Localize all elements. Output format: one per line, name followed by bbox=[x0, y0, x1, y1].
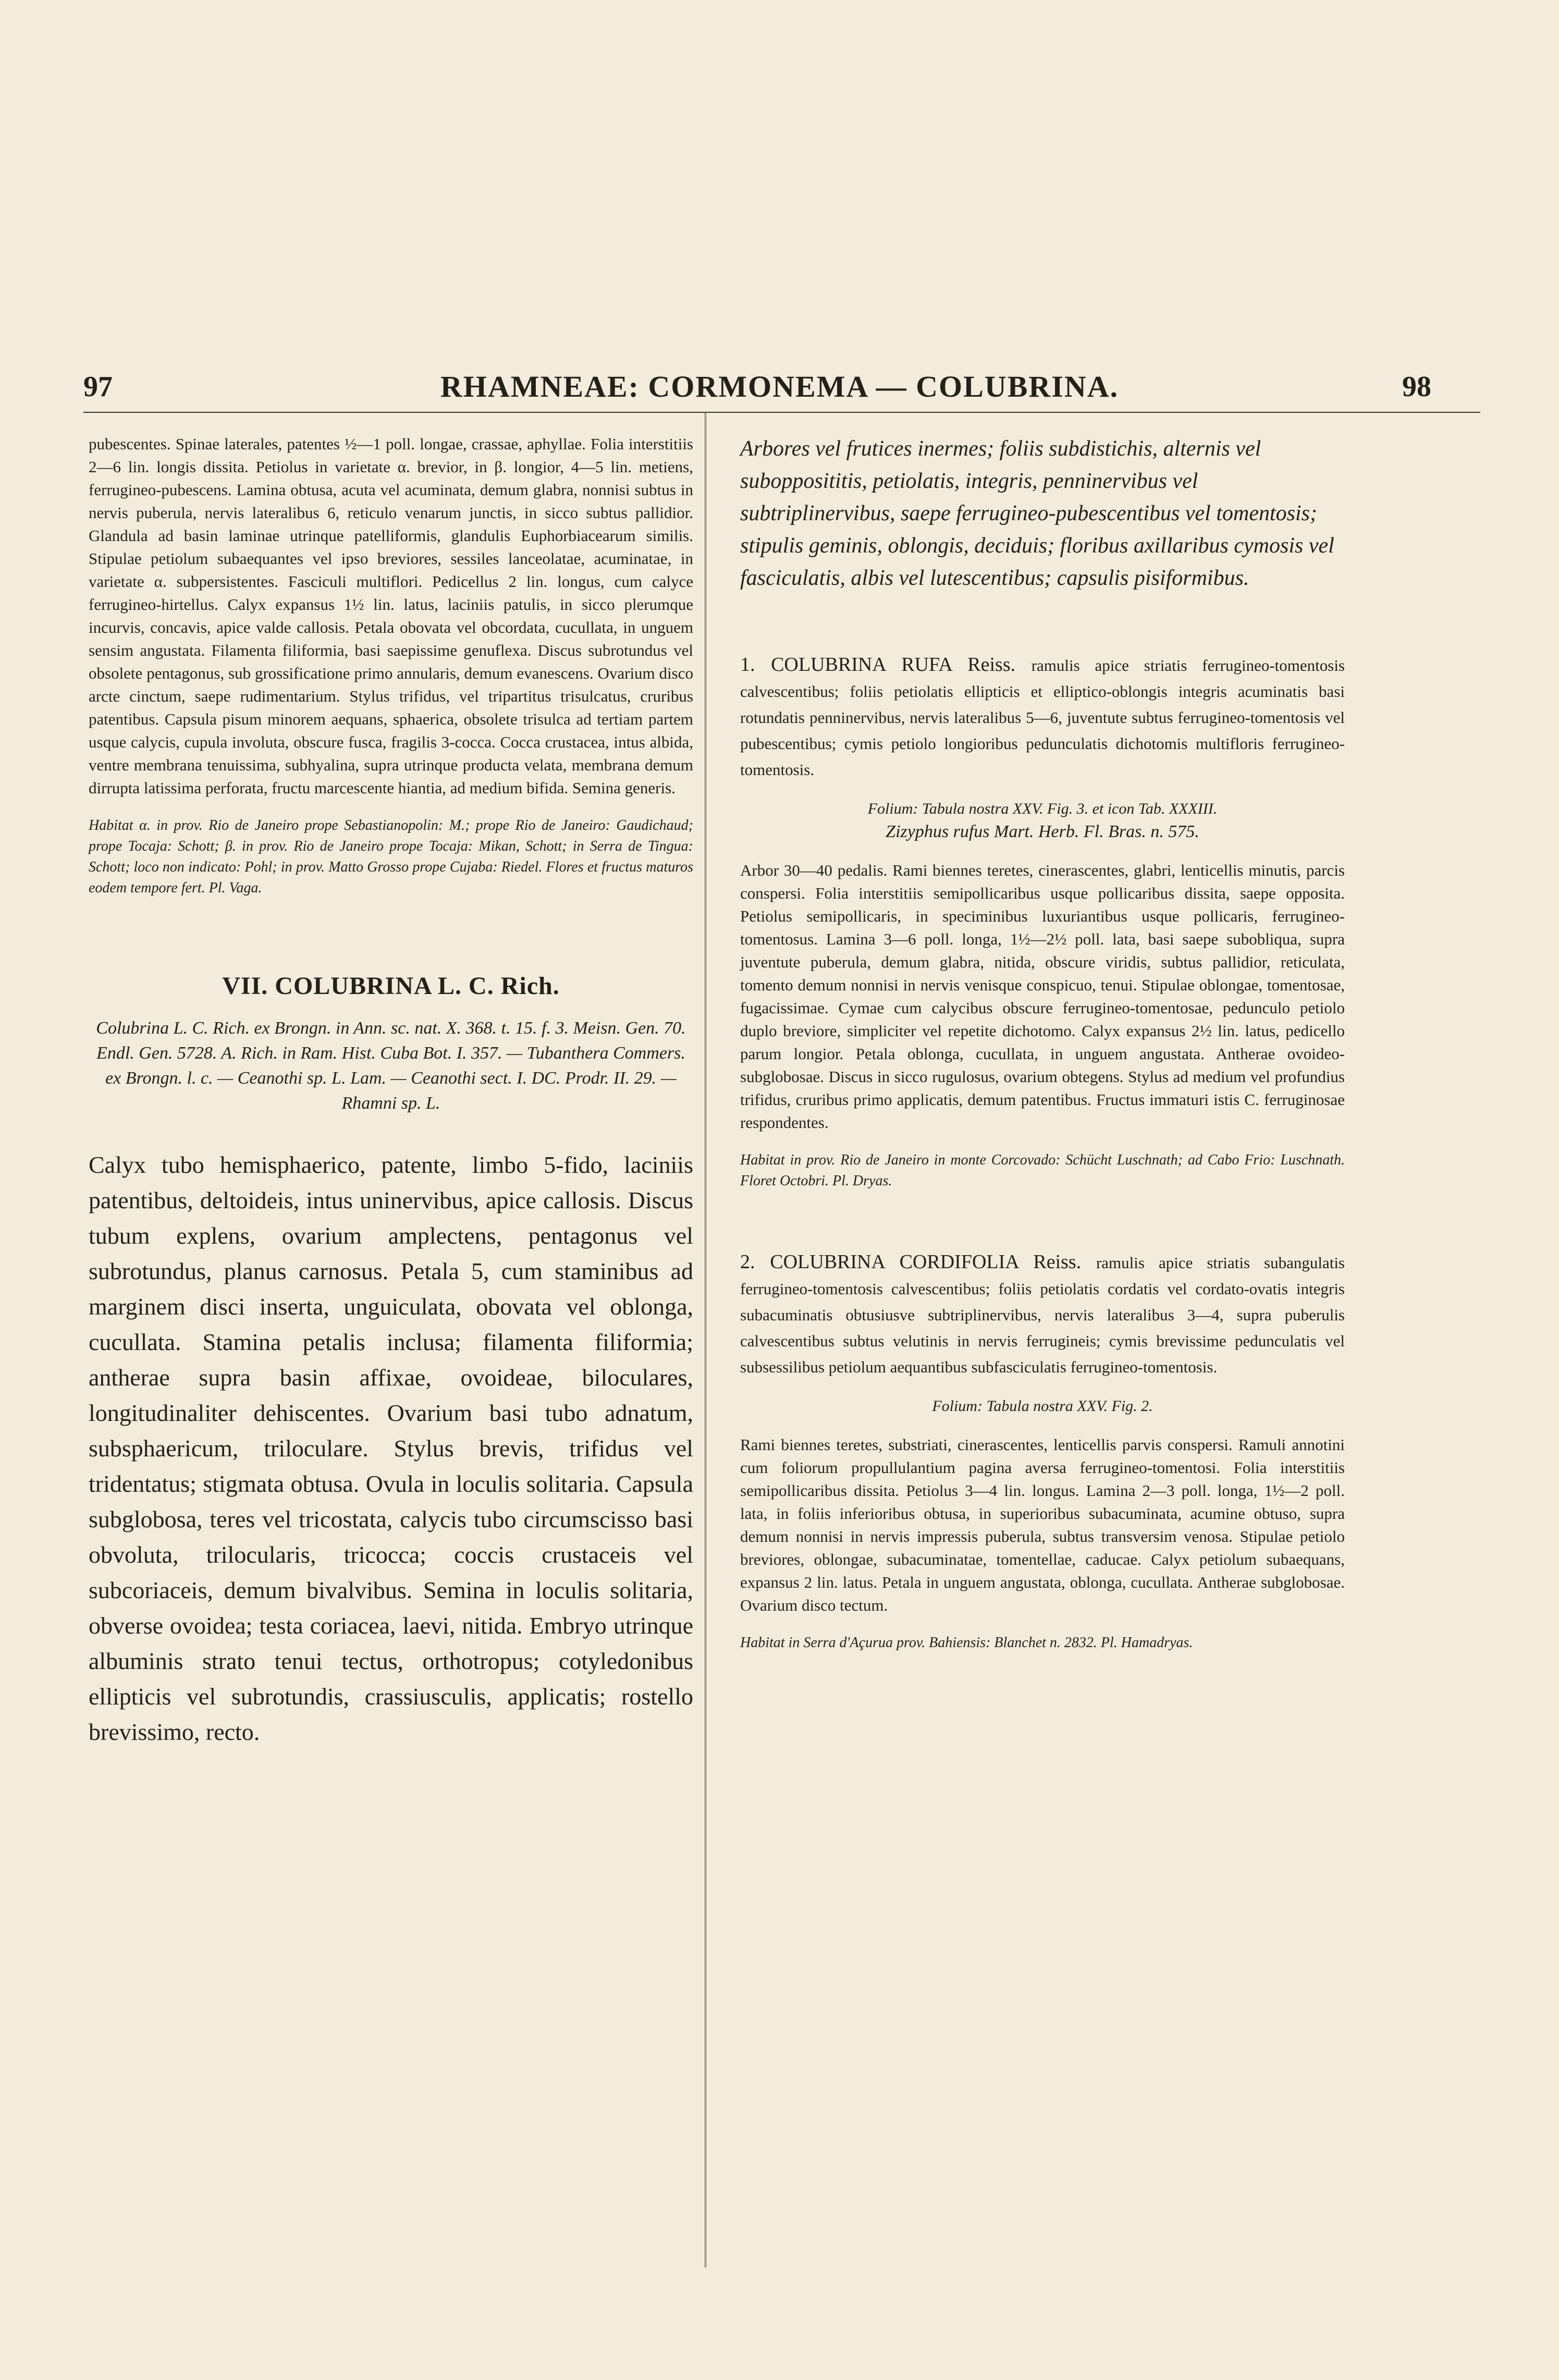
header-rule bbox=[83, 412, 1480, 413]
species-diagnosis: ramulis apice striatis subangulatis ferrugineo-tomentosis calvescentibus; foliis petiolatis cordatis vel cordato-ovatis integris subacuminatis obtusiusve subtriplinervibus, nervis lateralibus 3—4, supra puberulis calvescentibus subtus velutinis in nervis ferrugineis; cymis brevissime pedunculatis vel subsessilibus petiolum aequantibus subfasciculatis ferrugineo-tomentosis. bbox=[740, 1254, 1345, 1376]
cormonema-habitat: Habitat α. in prov. Rio de Janeiro prope Sebastianopolin: M.; prope Rio de Janeiro: Gaudichaud; prope Tocaja: Schott; β. in prov. Rio de Janeiro prope Tocaja: Mikan, Schott; in Serra de Tingua: Schott; loco non indicato: Pohl; in prov. Matto Grosso prope Cujaba: Riedel. Flores et fructus maturos eodem tempore fert. Pl. Vaga. bbox=[89, 817, 693, 896]
left-column bbox=[89, 433, 693, 1750]
plate-reference: Folium: Tabula nostra XXV. Fig. 3. et icon Tab. XXXIII. bbox=[867, 800, 1218, 817]
genus-description: Calyx tubo hemisphaerico, patente, limbo 5-fido, laciniis patentibus, deltoideis, intus uninervibus, apice callosis. Discus tubum explens, ovarium amplectens, pentagonus vel subrotundus, planus carnosus. Petala 5, cum staminibus ad marginem disci inserta, unguiculata, obovata vel oblonga, cucullata. Stamina petalis inclusa; filamenta filiformia; antherae supra basin affixae, ovoideae, biloculares, longitudinaliter dehiscentes. Ovarium basi tubo adnatum, subsphaericum, triloculare. Stylus brevis, trifidus vel tridentatus; stigmata obtusa. Ovula in loculis solitaria. Capsula subglobosa, teres vel tricostata, calycis tubo circumscisso basi obvoluta, trilocularis, tricocca; coccis crustaceis vel subcoriaceis, demum bivalvibus. Semina in loculis solitaria, obverse ovoidea; testa coriacea, laevi, nitida. Embryo utrinque albuminis strato tenui tectus, orthotropus; cotyledonibus ellipticis vel subrotundis, crassiusculis, applicatis; rostello brevissimo, recto. bbox=[89, 1151, 693, 1745]
plate-reference: Folium: Tabula nostra XXV. Fig. 2. bbox=[932, 1397, 1153, 1415]
right-page-number: 98 bbox=[1402, 371, 1431, 403]
right-column bbox=[740, 433, 1345, 1653]
cormonema-description-continued: pubescentes. Spinae laterales, patentes ½—1 poll. longae, crassae, aphyllae. Folia interstitiis 2—6 lin. longis dissita. Petiolus in varietate α. brevior, in β. longior, 4—5 lin. metiens, ferrugineo-pubescens. Lamina obtusa, acuta vel acuminata, demum glabra, nonnisi subtus in nervis puberula, nervis lateralibus 6, reticulo venarum junctis, in sicco subtus pallidior. Glandula ad basin laminae utrinque patelliformis, glandulis Euphorbiacearum similis. Stipulae petiolum subaequantes vel ipso breviores, sessiles lanceolatae, acuminatae, in varietate α. subpersistentes. Fasciculi multiflori. Pedicellus 2 lin. longus, cum calyce ferrugineo-hirtellus. Calyx expansus 1½ lin. latus, laciniis patulis, in sicco plerumque incurvis, concavis, apice valde callosis. Petala obovata vel obcordata, cucullata, in unguem sensim angustata. Filamenta filiformia, basi saepissime genuflexa. Discus subrotundus vel obsolete pentagonus, sub grossificatione primo annularis, demum evanescens. Ovarium disco arcte cinctum, saepe rudimentarium. Stylus trifidus, vel tripartitus trisulcatus, cruribus patentibus. Capsula pisum minorem aequans, sphaerica, obsolete trisulca ad tertiam partem usque calycis, cupula involuta, obscure fusca, fragilis 3-cocca. Cocca crustacea, intus albida, ventre membrana tenuissima, subhyalina, supra utrinque producta velata, membrana demum dirrupta latissima perforata, fructu marcescente hiantia, ad medium bifida. Semina generis. bbox=[89, 435, 693, 797]
column-divider bbox=[705, 412, 706, 2267]
species-colubrina-cordifolia bbox=[740, 1249, 1345, 1653]
species-colubrina-rufa bbox=[740, 652, 1345, 1192]
species-title: 2. COLUBRINA CORDIFOLIA Reiss. bbox=[740, 1251, 1082, 1273]
left-page-number: 97 bbox=[83, 371, 113, 403]
running-title: RHAMNEAE: CORMONEMA — COLUBRINA. bbox=[440, 370, 1119, 403]
species-habitat: Habitat in Serra d'Açurua prov. Bahiensis: Blanchet n. 2832. Pl. Hamadryas. bbox=[740, 1635, 1193, 1651]
genus-heading: VII. COLUBRINA L. C. Rich. bbox=[222, 972, 560, 1000]
species-habitat: Habitat in prov. Rio de Janeiro in monte Corcovado: Schücht Luschnath; ad Cabo Frio: Luschnath. Floret Octobri. Pl. Dryas. bbox=[740, 1152, 1345, 1189]
species-synonym: Zizyphus rufus Mart. Herb. Fl. Bras. n. 575. bbox=[886, 822, 1199, 841]
genus-intro: Arbores vel frutices inermes; foliis subdistichis, alternis vel subopposititis, petiolatis, integris, penninervibus vel subtriplinervibus, saepe ferrugineo-pubescentibus vel tomentosis; stipulis geminis, oblongis, deciduis; floribus axillaribus cymosis vel fasciculatis, albis vel lutescentibus; capsulis pisiformibus. bbox=[740, 437, 1334, 590]
species-diagnosis: ramulis apice striatis ferrugineo-tomentosis calvescentibus; foliis petiolatis ellipticis et elliptico-oblongis integris acuminatis basi rotundatis penninervibus, nervis lateralibus 5—6, juventute subtus ferrugineo-tomentosis vel pubescentibus; cymis petiolo longioribus pedunculatis dichotomis multifloris ferrugineo-tomentosis. bbox=[740, 656, 1345, 779]
genus-synonymy: Colubrina L. C. Rich. ex Brongn. in Ann. sc. nat. X. 368. t. 15. f. 3. Meisn. Gen. 70. Endl. Gen. 5728. A. Rich. in Ram. Hist. Cuba Bot. I. 357. — Tubanthera Commers. ex Brongn. l. c. — Ceanothi sp. L. Lam. — Ceanothi sect. I. DC. Prodr. II. 29. — Rhamni sp. L. bbox=[96, 1019, 686, 1113]
species-description: Rami biennes teretes, substriati, cinerascentes, lenticellis parvis conspersi. Ramuli annotini cum foliorum propullulantium pagina aversa ferrugineo-tomentosi. Folia interstitiis semipollicaribus dissita. Petiolus 3—4 lin. longus. Lamina 2—3 poll. longa, 1½—2 poll. lata, in foliis inferioribus obtusa, in superioribus subacuminata, acumine obtuso, supra demum nonnisi in nervis impressis puberula, subtus transversim venosa. Stipulae petiolo breviores, oblongae, subacuminatae, tomentellae, caducae. Calyx petiolum subaequans, expansus 2 lin. latus. Petala in unguem angustata, oblonga, cucullata. Antherae subglobosae. Ovarium disco tectum. bbox=[740, 1436, 1345, 1614]
running-header bbox=[0, 365, 1559, 422]
species-title: 1. COLUBRINA RUFA Reiss. bbox=[740, 654, 1016, 676]
species-description: Arbor 30—40 pedalis. Rami biennes teretes, cinerascentes, glabri, lenticellis minutis, parcis conspersi. Folia interstitiis semipollicaribus usque pollicaribus dissita, saepe opposita. Petiolus semipollicaris, in speciminibus luxuriantibus usque pollicaris, ferrugineo-tomentosus. Lamina 3—6 poll. longa, 1½—2½ poll. lata, basi saepe subobliqua, supra juventute puberula, demum glabra, nitida, obscure viridis, subtus pallidior, reticulata, tomento demum nonnisi in nervis venisque conspicuo, tenui. Stipulae oblongae, tomentosae, fugacissimae. Cymae cum calycibus obscure ferrugineo-tomentosae, pedunculo petiolo duplo breviore, simpliciter vel repetite dichotomo. Calyx expansus 2½ lin. latus, pedicello parum longior. Petala oblonga, cucullata, in unguem angustata. Antherae ovoideo-subglobosae. Discus in sicco rugulosus, ovarium obtegens. Stylus ad medium vel profundius trifidus, cruribus primo applicatis, demum patentibus. Fructus immaturi istis C. ferruginosae respondentes. bbox=[740, 861, 1345, 1132]
